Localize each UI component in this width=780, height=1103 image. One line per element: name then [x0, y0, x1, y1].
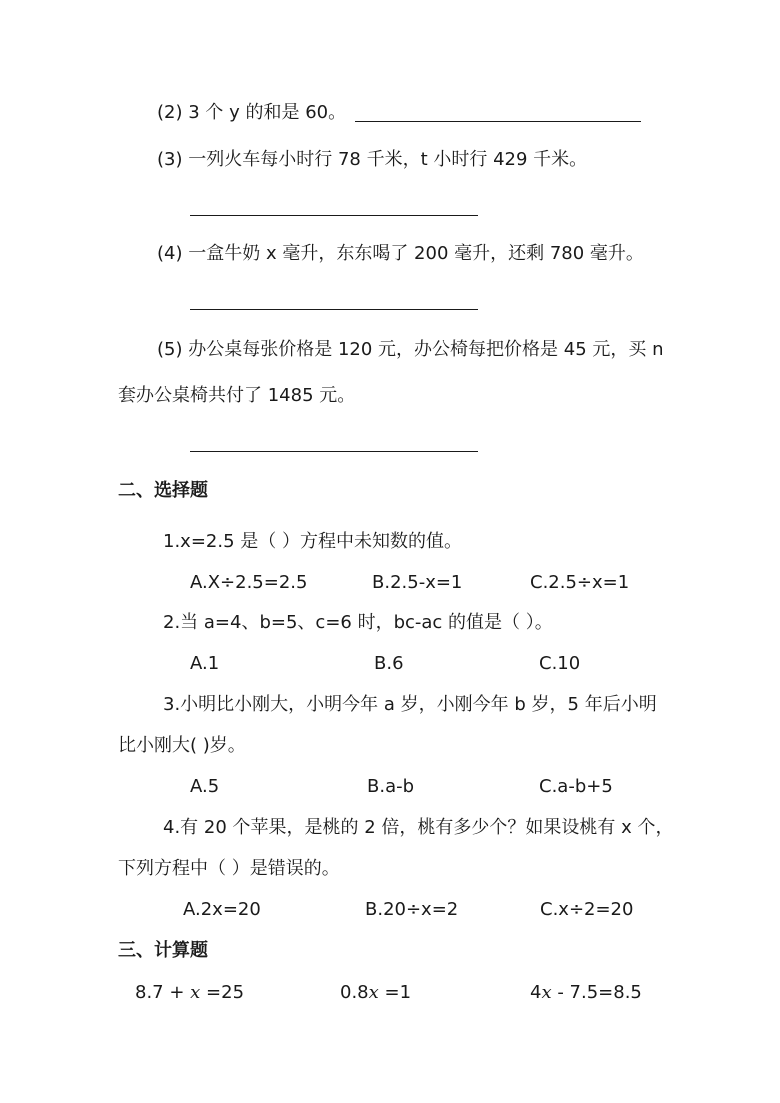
question-5-line2: 套办公桌椅共付了 1485 元。 — [118, 385, 356, 406]
answer-line — [190, 309, 478, 310]
choice-q3-stem-line2: 比小刚大( )岁。 — [118, 735, 246, 756]
section-title-calculation: 三、计算题 — [118, 940, 208, 961]
answer-line — [190, 451, 478, 452]
choice-q4-option-b: B.20÷x=2 — [365, 899, 459, 920]
equation-3 — [530, 982, 642, 1004]
choice-q4-option-c: C.x÷2=20 — [540, 899, 634, 920]
question-3: (3) 一列火车每小时行 78 千米，t 小时行 429 千米。 — [157, 149, 588, 170]
choice-q2-stem: 2.当 a=4、b=5、c=6 时，bc-ac 的值是（ ）。 — [163, 612, 553, 633]
choice-q4-option-a: A.2x=20 — [183, 899, 261, 920]
equation-3-prefix: 4 — [530, 982, 542, 1003]
equation-3-variable: x — [541, 982, 552, 1003]
answer-line — [355, 121, 641, 122]
equation-1-prefix: 8.7 + — [135, 982, 191, 1003]
question-5-line1: (5) 办公桌每张价格是 120 元，办公椅每把价格是 45 元，买 n — [157, 339, 664, 360]
equation-3-suffix: - 7.5=8.5 — [551, 982, 642, 1003]
choice-q2-option-b: B.6 — [374, 653, 404, 674]
choice-q2-option-a: A.1 — [190, 653, 220, 674]
choice-q1-option-b: B.2.5-x=1 — [372, 572, 463, 593]
equation-2-suffix: =1 — [378, 982, 412, 1003]
choice-q4-stem-line2: 下列方程中（ ）是错误的。 — [118, 858, 340, 879]
equation-1-variable: x — [190, 982, 201, 1003]
equation-2-variable: x — [368, 982, 379, 1003]
choice-q3-option-b: B.a-b — [367, 776, 415, 797]
equation-2-prefix: 0.8 — [340, 982, 369, 1003]
choice-q3-option-c: C.a-b+5 — [539, 776, 613, 797]
choice-q1-stem: 1.x=2.5 是（ ）方程中未知数的值。 — [163, 531, 462, 552]
choice-q3-option-a: A.5 — [190, 776, 220, 797]
equation-1 — [135, 982, 244, 1004]
section-title-choice: 二、选择题 — [118, 480, 208, 501]
choice-q2-option-c: C.10 — [539, 653, 581, 674]
question-4: (4) 一盒牛奶 x 毫升，东东喝了 200 毫升，还剩 780 毫升。 — [157, 243, 644, 264]
answer-line — [190, 215, 478, 216]
choice-q3-stem: 3.小明比小刚大，小明今年 a 岁，小刚今年 b 岁，5 年后小明 — [163, 694, 657, 715]
equation-1-suffix: =25 — [200, 982, 245, 1003]
choice-q1-option-c: C.2.5÷x=1 — [530, 572, 630, 593]
question-2: (2) 3 个 y 的和是 60。 — [157, 102, 347, 123]
choice-q1-option-a: A.X÷2.5=2.5 — [190, 572, 308, 593]
choice-q4-stem: 4.有 20 个苹果，是桃的 2 倍，桃有多少个？如果设桃有 x 个， — [163, 817, 674, 838]
equation-2 — [340, 982, 411, 1004]
